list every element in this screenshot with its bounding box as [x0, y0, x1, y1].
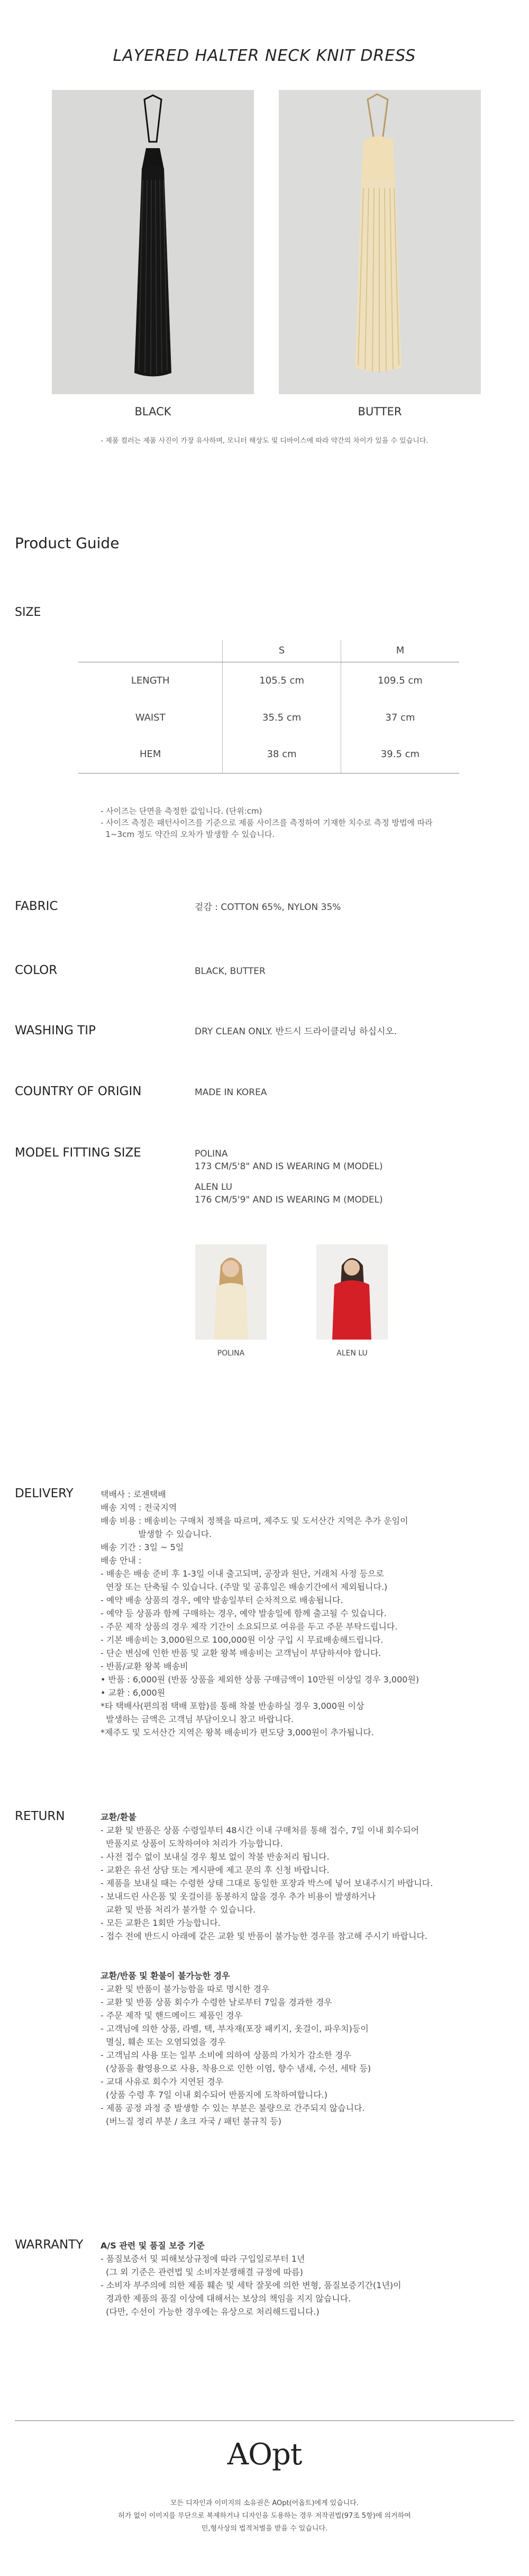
delivery-line: - 반품/교환 왕복 배송비 [101, 1661, 188, 1671]
delivery-line: - 예약 배송 상품의 경우, 예약 발송일부터 순차적으로 배송됩니다. [101, 1595, 343, 1605]
delivery-line: • 교환 : 6,000원 [101, 1688, 166, 1698]
return-heading: RETURN [15, 1809, 65, 1823]
delivery-line: 발생할 수 있습니다. [101, 1529, 212, 1539]
size-header-m: M [341, 640, 459, 662]
warranty-subheading: A/S 관련 및 품질 보증 기준 [101, 2241, 205, 2251]
return-line: (버느질 정리 부분 / 초크 자국 / 패턴 불규칙 등) [101, 2116, 281, 2126]
delivery-body [101, 1488, 419, 1739]
size-cell-m: 109.5 cm [341, 662, 459, 699]
return-subheading: 교환/환불 [101, 1812, 136, 1822]
return-line: 멸실, 훼손 또는 오염되었을 경우 [101, 2037, 226, 2047]
delivery-line: *타 택배사(편의점 택배 포함)를 통해 착불 반송하실 경우 3,000원 이상 [101, 1701, 364, 1711]
model-size-line: 176 CM/5'9" AND IS WEARING M (MODEL) [195, 1195, 383, 1205]
return-line: - 고객님에 의한 상품, 라벨, 택, 부자재(포장 패키지, 옷걸이, 파우치)등이 [101, 2024, 369, 2034]
model-name-line: ALEN LU [195, 1182, 233, 1193]
washing-tip-label: WASHING TIP [15, 1024, 96, 1037]
table-row [78, 736, 459, 773]
country-of-origin-value: MADE IN KOREA [195, 1087, 267, 1098]
return-line: (상품을 촬영용으로 사용, 착용으로 인한 이염, 향수 냄새, 수선, 세탁 등) [101, 2063, 371, 2073]
footer-divider [15, 2420, 514, 2421]
size-cell-s: 35.5 cm [223, 699, 341, 736]
return-line: - 교환 및 반품이 불가능함을 따로 명시한 경우 [101, 1984, 270, 1994]
product-image-black [52, 90, 254, 394]
size-heading: SIZE [15, 606, 41, 619]
size-cell-m: 37 cm [341, 699, 459, 736]
delivery-line: 발생하는 금액은 고객님 부담이오니 참고 바랍니다. [101, 1714, 294, 1724]
model-photo-polina [195, 1244, 267, 1340]
copyright-line: 모든 디자인과 이미지의 소유권은 AOpt(어옵트)에게 있습니다. [170, 2499, 359, 2507]
warranty-line: - 품질보증서 및 피해보상규정에 따라 구입일로부터 1년 [101, 2254, 305, 2264]
return-line: - 제품 공정 과정 중 발생할 수 있는 부분은 불량으로 간주되지 않습니다. [101, 2103, 365, 2113]
size-table [78, 640, 459, 773]
model-caption-alenlu: ALEN LU [336, 1349, 368, 1358]
table-row [78, 699, 459, 736]
delivery-line: 배송 지역 : 전국지역 [101, 1503, 177, 1513]
delivery-line: 택배사 : 로젠택배 [101, 1489, 166, 1499]
size-row-label: WAIST [135, 712, 166, 723]
product-title: LAYERED HALTER NECK KNIT DRESS [113, 47, 416, 65]
delivery-line: - 기본 배송비는 3,000원으로 100,000원 이상 구입 시 무료배송해드립니다. [101, 1635, 384, 1645]
return-line: - 보내드린 사은품 및 옷걸이를 동봉하지 않을 경우 추가 비용이 발생하거나 [101, 1891, 376, 1901]
butter-dress-illustration [279, 90, 481, 394]
return-line: - 제품을 보내실 때는 수령한 상태 그대로 동일한 포장과 박스에 넣어 보내주시기 바랍니다. [101, 1878, 433, 1888]
return-line: - 모든 교환은 1회만 가능합니다. [101, 1918, 221, 1928]
size-row-label: HEM [78, 736, 223, 773]
delivery-line: - 예약 등 상품과 함께 구매하는 경우, 예약 발송일에 함께 출고될 수 있습니다. [101, 1608, 387, 1618]
product-guide-heading: Product Guide [15, 534, 120, 552]
delivery-line: - 주문 제작 상품의 경우 제작 기간이 소요되므로 여유를 두고 주문 부탁드립니다. [101, 1622, 398, 1632]
size-cell-s: 38 cm [223, 736, 341, 773]
polina-photo-illustration [195, 1244, 267, 1340]
warranty-line: - 소비자 부주의에 의한 제품 훼손 및 세탁 잘못에 의한 변형, 품질보증기간(1년)이 [101, 2280, 402, 2290]
warranty-line: (다만, 수선이 가능한 경우에는 유상으로 처리해드립니다.) [101, 2307, 320, 2317]
return-line: - 주문 제작 및 핸드메이드 제품인 경우 [101, 2010, 243, 2020]
delivery-line: - 단순 변심에 인한 반품 및 교환 왕복 배송비는 고객님이 부담하셔야 합니다. [101, 1648, 381, 1658]
model-fitting-alenlu [195, 1181, 383, 1206]
product-image-butter [279, 90, 481, 394]
return-line: - 교환 및 반품은 상품 수령일부터 48시간 이내 구매처를 통해 접수, 7일 이내 회수되어 [101, 1825, 419, 1835]
size-header-blank [78, 640, 223, 662]
country-of-origin-label: COUNTRY OF ORIGIN [15, 1085, 142, 1098]
copyright-line: 민,형사상의 법적처벌을 받을 수 있습니다. [201, 2525, 328, 2533]
size-note-line: - 사이즈는 단면을 측정한 값입니다. (단위:cm) [101, 806, 262, 816]
color-label-black: BLACK [134, 405, 171, 418]
copyright-notice [0, 2497, 529, 2535]
delivery-line: *제주도 및 도서산간 지역은 왕복 배송비가 편도당 3,000원이 추가됩니다. [101, 1727, 374, 1737]
delivery-heading: DELIVERY [15, 1487, 74, 1500]
return-line: - 교대 사유로 회수가 지연된 경우 [101, 2077, 224, 2087]
size-header-s: S [223, 640, 341, 662]
warranty-line: 경과한 제품의 품질 이상에 대해서는 보상의 책임을 지지 않습니다. [101, 2293, 351, 2304]
return-line: 반품지로 상품이 도착하여야 처리가 가능합니다. [101, 1838, 283, 1849]
delivery-line: 배송 기간 : 3일 ~ 5일 [101, 1542, 184, 1552]
size-table-header [78, 640, 459, 662]
warranty-line: (그 외 기준은 관련법 및 소비자분쟁해결 규정에 따름) [101, 2267, 303, 2277]
brand-logo: AOpt [227, 2437, 302, 2472]
delivery-line: 연장 또는 단축될 수 있습니다. (주말 및 공휴일은 배송기간에서 제외됩니다.) [101, 1582, 388, 1592]
washing-tip-value: DRY CLEAN ONLY. 반드시 드라이클리닝 하십시오. [195, 1026, 397, 1037]
model-photo-alenlu [316, 1244, 388, 1340]
return-body [101, 1810, 433, 2128]
model-fitting-polina [195, 1148, 383, 1173]
return-line: - 고객님의 사용 또는 일부 소비에 의하여 상품의 가치가 감소한 경우 [101, 2050, 351, 2060]
size-notes [101, 805, 433, 840]
size-cell-m: 39.5 cm [341, 736, 459, 773]
warranty-body [101, 2239, 402, 2318]
size-row-label: LENGTH [131, 675, 170, 686]
delivery-line: 배송 비용 : 배송비는 구매처 정책을 따르며, 제주도 및 도서산간 지역은 추가 운임이 [101, 1516, 408, 1526]
return-line: - 접수 전에 반드시 아래에 같은 교환 및 반품이 불가능한 경우를 참고해 주시기 바랍니다. [101, 1931, 427, 1941]
color-disclaimer: - 제품 컬러는 제품 사진이 가장 유사하며, 모니터 해상도 및 디바이스에 따라 약간의 차이가 있을 수 있습니다. [101, 437, 428, 445]
non-returnable-subheading: 교환/반품 및 환불이 불가능한 경우 [101, 1971, 230, 1981]
return-line: - 교환 및 반품 상품 회수가 수령한 날로부터 7일을 경과한 경우 [101, 1997, 332, 2007]
return-line: 교환 및 반품 처리가 불가할 수 있습니다. [101, 1905, 256, 1915]
color-label-butter: BUTTER [358, 405, 402, 418]
model-name-line: POLINA [195, 1149, 228, 1159]
delivery-line: 배송 안내 : [101, 1555, 142, 1565]
warranty-heading: WARRANTY [15, 2238, 84, 2252]
alenlu-photo-illustration [316, 1244, 388, 1340]
copyright-line: 허가 없이 이미지를 무단으로 복제하거나 디자인을 도용하는 경우 저작권법(97조 5항)에 의거하여 [118, 2512, 411, 2520]
size-note-line: 1~3cm 정도 약간의 오차가 발생할 수 있습니다. [101, 830, 275, 839]
table-row [78, 662, 459, 699]
delivery-line: - 배송은 배송 준비 후 1-3일 이내 출고되며, 공장과 원단, 거래처 사정 등으로 [101, 1569, 384, 1579]
fabric-value: 겉감 : COTTON 65%, NYLON 35% [195, 902, 341, 913]
color-label: COLOR [15, 963, 58, 977]
model-size-line: 173 CM/5'8" AND IS WEARING M (MODEL) [195, 1161, 383, 1172]
return-spacer [101, 1943, 433, 1969]
color-value: BLACK, BUTTER [195, 966, 266, 977]
fabric-label: FABRIC [15, 899, 58, 913]
return-line: (상품 수령 후 7일 이내 회수되어 반품지에 도착하여합니다.) [101, 2090, 328, 2100]
model-fitting-label: MODEL FITTING SIZE [15, 1146, 141, 1160]
size-cell-s: 105.5 cm [223, 662, 341, 699]
size-note-line: - 사이즈 측정은 패턴사이즈를 기준으로 제품 사이즈를 측정하여 기재한 치수로 측정 방법에 따라 [101, 818, 433, 827]
delivery-line: • 반품 : 6,000원 (반품 상품을 제외한 상품 구매금액이 10만원 이상일 경우 3,000원) [101, 1674, 419, 1685]
black-dress-illustration [52, 90, 254, 394]
return-line: - 교환은 유선 상담 또는 게시판에 제고 문의 후 신청 바랍니다. [101, 1865, 330, 1875]
return-line: - 사전 접수 없이 보내실 경우 횡보 없이 착불 반송처리 됩니다. [101, 1852, 330, 1862]
model-caption-polina: POLINA [217, 1349, 245, 1358]
